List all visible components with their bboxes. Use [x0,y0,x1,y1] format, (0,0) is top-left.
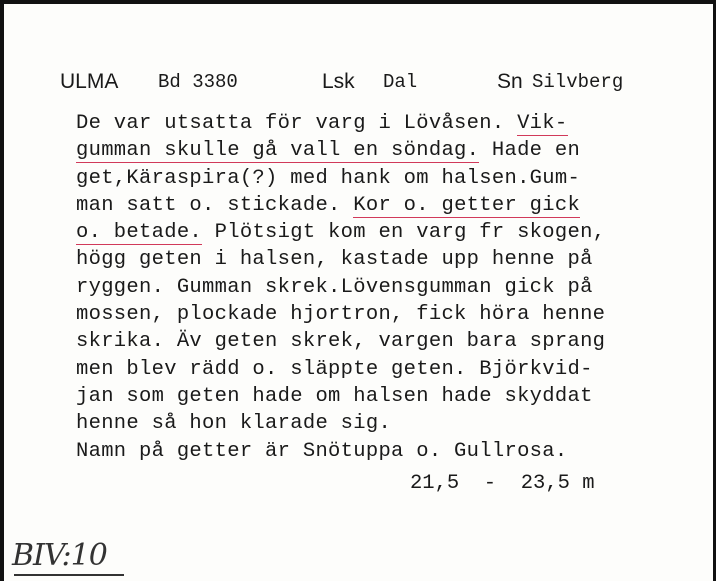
text-line [76,137,696,164]
card-header [60,70,660,100]
text-segment: De var utsatta för varg i Lövåsen. [76,112,518,135]
text-line [76,219,696,246]
text-line: get,Käraspira(?) med hank om halsen.Gum- [76,166,581,190]
text-line: men blev rädd o. släppte geten. Björkvid- [76,357,593,381]
card-border-left [0,0,4,581]
text-line [76,110,696,137]
text-line: högg geten i halsen, kastade upp henne på [76,248,593,272]
socken-label: Sn [497,70,523,93]
volume-number: Bd 3380 [158,71,238,93]
underlined-segment: o. betade. [76,221,203,245]
underlined-segment: Vik- [517,112,568,135]
socken-value: Silvberg [532,71,624,93]
text-segment: Hade en [479,139,581,163]
underlined-segment: Kor o. getter gick [353,193,581,217]
landskap-value: Dal [383,71,418,93]
archive-name: ULMA [60,70,119,93]
text-line: mossen, plockade hjortron, fick höra henne [76,303,606,327]
text-line: ryggen. Gumman skrek.Lövensgumman gick på [76,275,593,299]
text-line: jan som geten hade om halsen hade skyddat [76,384,593,408]
text-line: henne så hon klarade sig. [76,412,392,436]
card-body-text [76,110,696,465]
landskap-label: Lsk [322,70,355,93]
text-segment: Plötsigt kom en varg fr skogen, [202,221,606,245]
text-line: Namn på getter är Snötuppa o. Gullrosa. [76,439,568,463]
card-border-top [0,0,716,4]
handwritten-signature: BIV:10 [12,538,107,573]
measurement-range: 21,5 - 23,5 m [410,472,595,495]
text-segment: man satt o. stickade. [76,193,354,217]
signature-underline [14,574,124,576]
text-line [76,192,696,219]
text-line: skrika. Äv geten skrek, vargen bara sprang [76,330,606,354]
underlined-segment: gumman skulle gå vall en söndag. [76,139,480,163]
